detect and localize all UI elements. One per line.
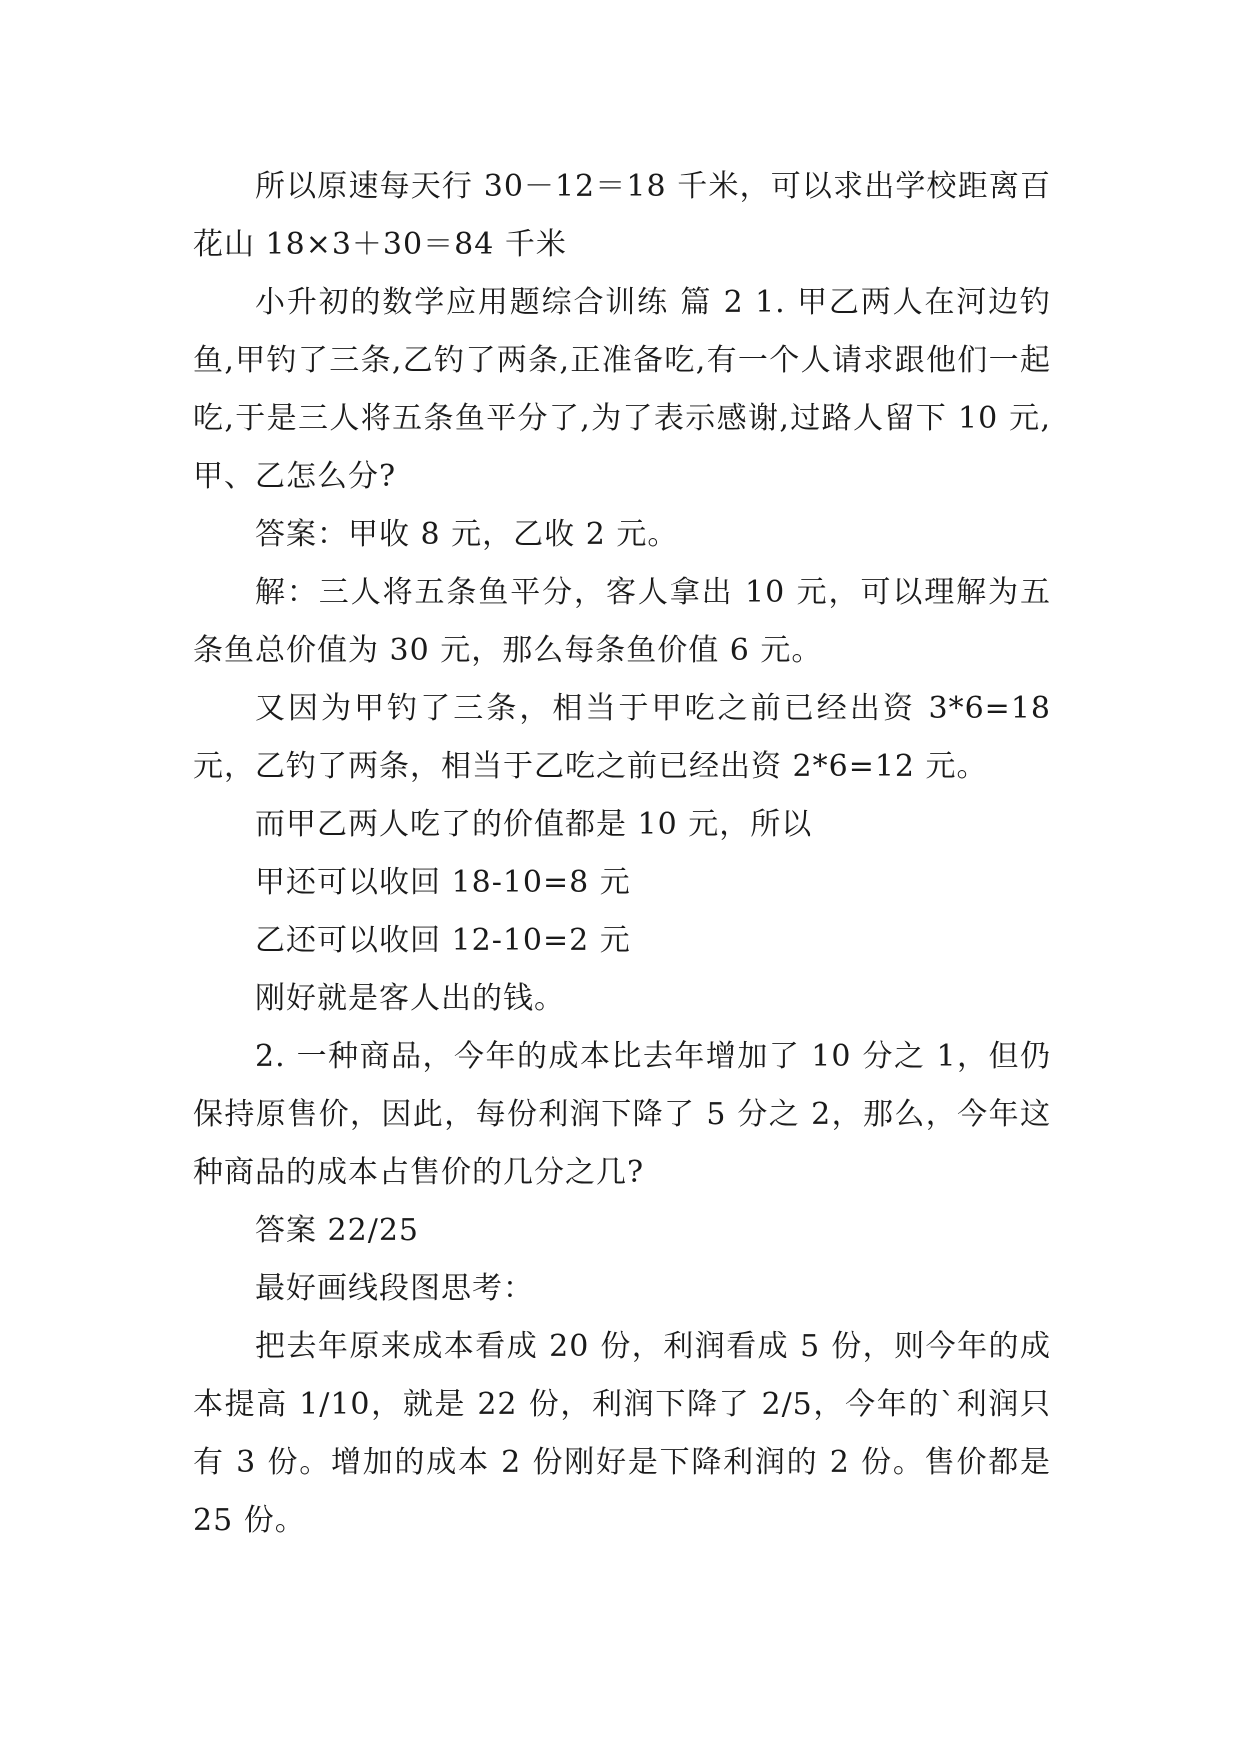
paragraph-solution-2-hint: 最好画线段图思考： <box>255 1271 534 1306</box>
paragraph-problem-2: 2. 一种商品，今年的成本比去年增加了 10 分之 1，但仍保持原售价，因此，每份利润下降了 5 分之 2，那么，今年这种商品的成本占售价的几分之几? <box>193 1039 1051 1190</box>
paragraph-solution-1-conclusion: 刚好就是客人出的钱。 <box>255 981 565 1016</box>
paragraph-answer-2: 答案 22/25 <box>255 1213 419 1248</box>
paragraph-solution-2: 把去年原来成本看成 20 份，利润看成 5 份，则今年的成本提高 1/10，就是 22 份，利润下降了 2/5，今年的`利润只有 3 份。增加的成本 2 份刚好是下降利润的 2 份。售价都是 25 份。 <box>193 1329 1051 1538</box>
paragraph-solution-1-step-4: 甲还可以收回 18-10=8 元 <box>255 865 631 900</box>
paragraph-solution-1: 解：三人将五条鱼平分，客人拿出 10 元，可以理解为五条鱼总价值为 30 元，那么每条鱼价值 6 元。 <box>193 575 1051 668</box>
paragraph-solution-1-step-3: 而甲乙两人吃了的价值都是 10 元，所以 <box>255 807 813 842</box>
document-page <box>193 158 1051 1550</box>
paragraph-answer-1: 答案：甲收 8 元，乙收 2 元。 <box>255 517 679 552</box>
paragraph-solution-1-step-2: 又因为甲钓了三条，相当于甲吃之前已经出资 3*6=18 元，乙钓了两条，相当于乙吃之前已经出资 2*6=12 元。 <box>193 691 1051 784</box>
paragraph-speed-answer: 所以原速每天行 30－12＝18 千米，可以求出学校距离百花山 18×3＋30＝84 千米 <box>193 169 1051 262</box>
paragraph-solution-1-step-5: 乙还可以收回 12-10=2 元 <box>255 923 631 958</box>
paragraph-problem-1: 小升初的数学应用题综合训练 篇 2 1. 甲乙两人在河边钓鱼,甲钓了三条,乙钓了两条,正准备吃,有一个人请求跟他们一起吃,于是三人将五条鱼平分了,为了表示感谢,过路人留下 10 元,甲、乙怎么分? <box>193 285 1051 494</box>
